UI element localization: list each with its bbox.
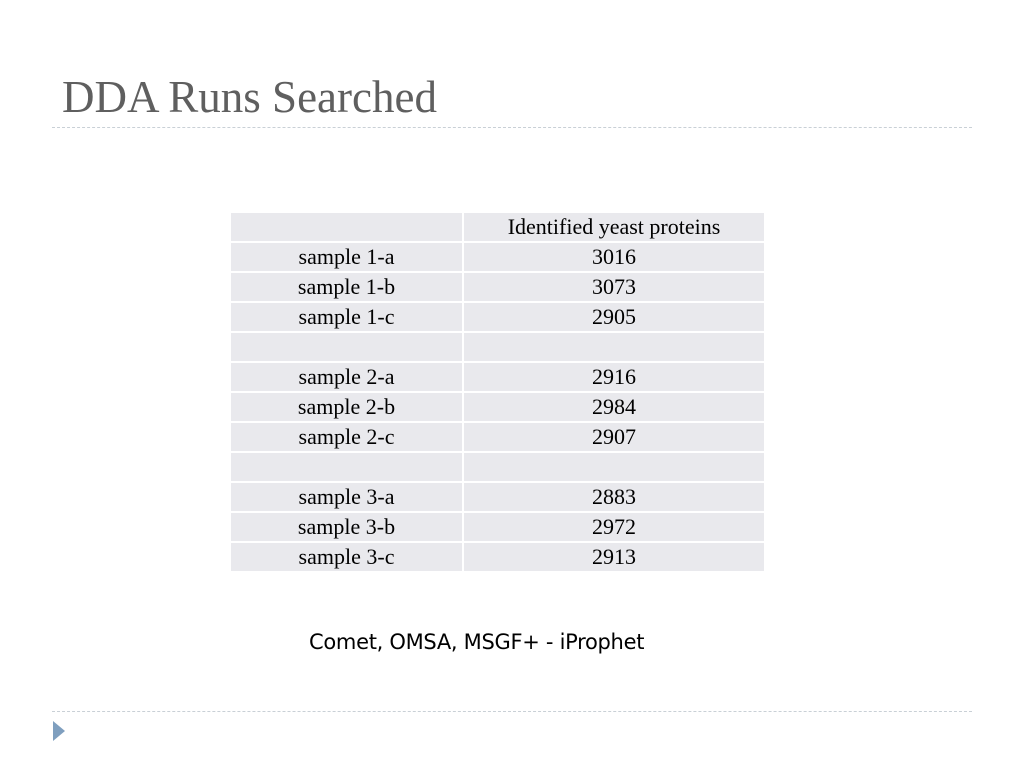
protein-count-cell: 2913 [463,542,764,571]
table-row [231,542,764,571]
table-row [231,392,764,422]
sample-name-cell: sample 3-b [231,512,463,542]
table-row [231,482,764,512]
protein-count-cell: 2916 [463,362,764,392]
sample-name-cell [231,332,463,362]
table-row [231,332,764,362]
slide-title: DDA Runs Searched [62,72,437,122]
triangle-right-icon [53,721,65,741]
protein-count-cell: 2907 [463,422,764,452]
sample-name-cell: sample 2-b [231,392,463,422]
sample-name-cell: sample 2-a [231,362,463,392]
table-row [231,242,764,272]
search-engines-caption: Comet, OMSA, MSGF+ - iProphet [309,630,645,654]
footer-divider [52,711,972,712]
table-row [231,452,764,482]
sample-name-cell: sample 2-c [231,422,463,452]
protein-count-cell: 2883 [463,482,764,512]
table-row [231,512,764,542]
table-header-row [231,213,764,242]
protein-count-cell [463,452,764,482]
table-header-cell: Identified yeast proteins [463,213,764,242]
results-table [231,213,764,571]
table-header-cell [231,213,463,242]
table-row [231,362,764,392]
table-row [231,302,764,332]
protein-count-cell [463,332,764,362]
sample-name-cell: sample 1-a [231,242,463,272]
table-row [231,272,764,302]
sample-name-cell: sample 3-a [231,482,463,512]
sample-name-cell [231,452,463,482]
sample-name-cell: sample 3-c [231,542,463,571]
protein-count-cell: 3016 [463,242,764,272]
protein-count-cell: 2972 [463,512,764,542]
protein-count-cell: 3073 [463,272,764,302]
protein-count-cell: 2984 [463,392,764,422]
sample-name-cell: sample 1-c [231,302,463,332]
protein-count-cell: 2905 [463,302,764,332]
sample-name-cell: sample 1-b [231,272,463,302]
table-row [231,422,764,452]
title-divider [52,127,972,128]
